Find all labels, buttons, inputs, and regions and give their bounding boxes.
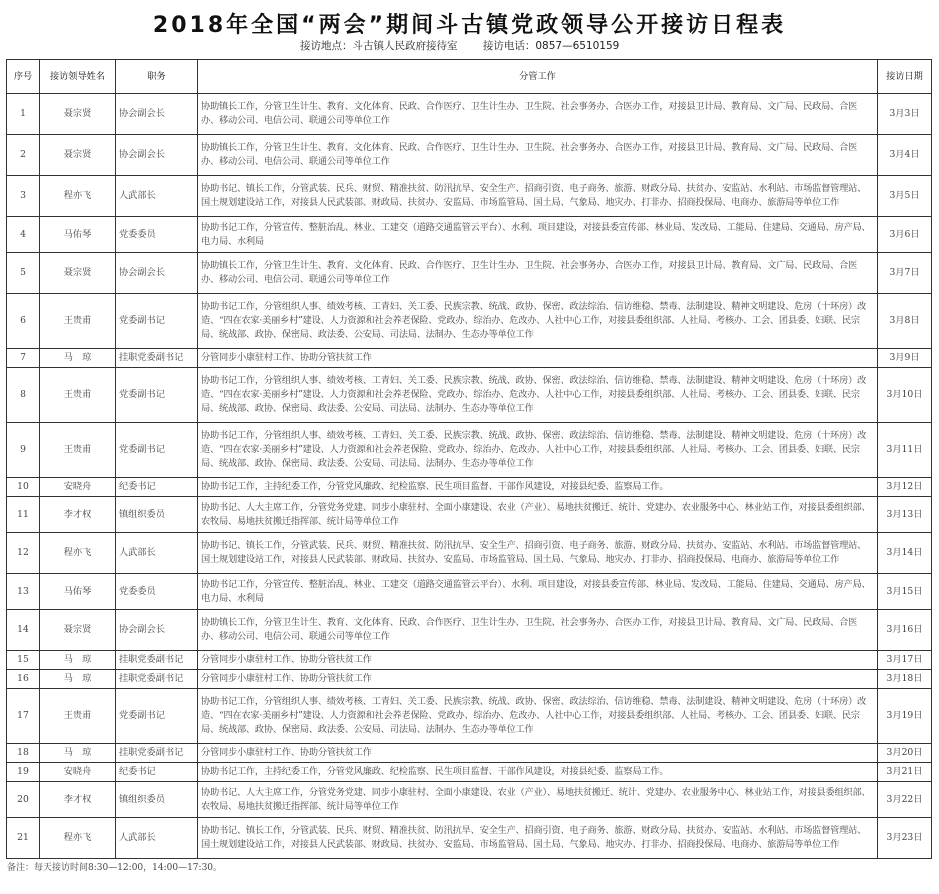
header-no: 序号 xyxy=(7,60,40,94)
leader-position: 党委副书记 xyxy=(116,368,198,423)
leader-position: 党委副书记 xyxy=(116,689,198,744)
leader-name: 马 琼 xyxy=(40,651,116,670)
reception-date: 3月11日 xyxy=(878,423,932,478)
table-row xyxy=(7,574,932,610)
duty-description: 协助书记工作，分管组织人事、绩效考核、工青妇、关工委、民族宗教、统战、政协、保密、政法综治、信访维稳、禁毒、法制建设、精神文明建设、危房（十环房）改造、“四在农家·美丽乡村”建设、人力资源和社会养老保险、党政办、综治办、危改办、人社中心工作，对接县委组织部、人社局、考核办、工会、团县委、妇联、民宗局、统战部、政协、保密局、政法委、公安局、司法局、法制办、生态办等单位工作 xyxy=(198,294,878,349)
header-row xyxy=(7,60,932,94)
reception-date: 3月6日 xyxy=(878,217,932,253)
leader-position: 党委副书记 xyxy=(116,423,198,478)
table-row xyxy=(7,135,932,176)
row-number: 8 xyxy=(7,368,40,423)
duty-description: 分管同步小康驻村工作、协助分管扶贫工作 xyxy=(198,349,878,368)
reception-date: 3月15日 xyxy=(878,574,932,610)
leader-position: 人武部长 xyxy=(116,533,198,574)
row-number: 15 xyxy=(7,651,40,670)
leader-name: 聂宗贤 xyxy=(40,610,116,651)
reception-date: 3月22日 xyxy=(878,782,932,818)
leader-name: 马 琼 xyxy=(40,744,116,763)
table-row xyxy=(7,533,932,574)
leader-name: 王贵甫 xyxy=(40,368,116,423)
row-number: 9 xyxy=(7,423,40,478)
leader-name: 马佑琴 xyxy=(40,217,116,253)
leader-name: 李才权 xyxy=(40,497,116,533)
header-duty: 分管工作 xyxy=(198,60,878,94)
table-row xyxy=(7,176,932,217)
duty-description: 协助镇长工作，分管卫生计生、教育、文化体育、民政、合作医疗、卫生计生办、卫生院、社会事务办、合医办工作，对接县卫计局、教育局、文广局、民政局、合医办、移动公司、电信公司、联通公司等单位工作 xyxy=(198,135,878,176)
leader-position: 挂职党委副书记 xyxy=(116,744,198,763)
table-row xyxy=(7,478,932,497)
reception-date: 3月12日 xyxy=(878,478,932,497)
duty-description: 协助书记工作，主持纪委工作，分管党风廉政、纪检监察、民生项目监督、干部作风建设，对接县纪委、监察局工作。 xyxy=(198,478,878,497)
table-row xyxy=(7,670,932,689)
header-date: 接访日期 xyxy=(878,60,932,94)
table-row xyxy=(7,744,932,763)
leader-position: 协会副会长 xyxy=(116,253,198,294)
leader-position: 挂职党委副书记 xyxy=(116,670,198,689)
duty-description: 分管同步小康驻村工作、协助分管扶贫工作 xyxy=(198,670,878,689)
table-row xyxy=(7,763,932,782)
row-number: 5 xyxy=(7,253,40,294)
header-position: 职务 xyxy=(116,60,198,94)
duty-description: 分管同步小康驻村工作、协助分管扶贫工作 xyxy=(198,651,878,670)
reception-date: 3月10日 xyxy=(878,368,932,423)
table-row xyxy=(7,368,932,423)
duty-description: 协助书记工作，分管宣传、整脏治乱、林业、工建交（道路交通监管云平台）、水利、项目建设，对接县委宣传部、林业局、发改局、工能局、住建局、交通局、房产局、电力局、水利局 xyxy=(198,574,878,610)
reception-date: 3月23日 xyxy=(878,818,932,859)
leader-position: 镇组织委员 xyxy=(116,782,198,818)
duty-description: 分管同步小康驻村工作、协助分管扶贫工作 xyxy=(198,744,878,763)
table-row xyxy=(7,689,932,744)
leader-position: 党委委员 xyxy=(116,574,198,610)
leader-name: 聂宗贤 xyxy=(40,94,116,135)
row-number: 13 xyxy=(7,574,40,610)
leader-position: 人武部长 xyxy=(116,176,198,217)
leader-name: 王贵甫 xyxy=(40,689,116,744)
duty-description: 协助镇长工作，分管卫生计生、教育、文化体育、民政、合作医疗、卫生计生办、卫生院、社会事务办、合医办工作，对接县卫计局、教育局、文广局、民政局、合医办、移动公司、电信公司、联通公司等单位工作 xyxy=(198,610,878,651)
reception-date: 3月9日 xyxy=(878,349,932,368)
row-number: 11 xyxy=(7,497,40,533)
leader-position: 党委委员 xyxy=(116,217,198,253)
leader-name: 马 琼 xyxy=(40,670,116,689)
leader-name: 程亦飞 xyxy=(40,818,116,859)
row-number: 1 xyxy=(7,94,40,135)
reception-date: 3月16日 xyxy=(878,610,932,651)
table-body xyxy=(7,94,932,859)
header-name: 接访领导姓名 xyxy=(40,60,116,94)
leader-position: 挂职党委副书记 xyxy=(116,349,198,368)
leader-position: 纪委书记 xyxy=(116,478,198,497)
duty-description: 协助书记工作，分管组织人事、绩效考核、工青妇、关工委、民族宗教、统战、政协、保密、政法综治、信访维稳、禁毒、法制建设、精神文明建设、危房（十环房）改造、“四在农家·美丽乡村”建设、人力资源和社会养老保险、党政办、综治办、危改办、人社中心工作，对接县委组织部、人社局、考核办、工会、团县委、妇联、民宗局、统战部、政协、保密局、政法委、公安局、司法局、法制办、生态办等单位工作 xyxy=(198,423,878,478)
leader-name: 聂宗贤 xyxy=(40,253,116,294)
row-number: 16 xyxy=(7,670,40,689)
duty-description: 协助书记、镇长工作，分管武装、民兵、财贸、精准扶贫、防汛抗旱、安全生产、招商引资、电子商务、旅游、财政分局、扶贫办、安监站、水利站、市场监督管理站、国土规划建设站工作，对接县人民武装部、财政局、扶贫办、安监局、市场监管局、国土局、气象局、地灾办、打非办、招商投保局、电商办、旅游局等单位工作 xyxy=(198,533,878,574)
leader-position: 党委副书记 xyxy=(116,294,198,349)
table-row xyxy=(7,818,932,859)
duty-description: 协助书记、人大主席工作，分管党务党建、同步小康驻村、全面小康建设、农业（产业）、易地扶贫搬迁、统计、党建办、农业服务中心、林业站工作，对接县委组织部、农牧局、易地扶贫搬迁指挥部、统计局等单位工作 xyxy=(198,497,878,533)
leader-name: 马佑琴 xyxy=(40,574,116,610)
reception-phone: 接访电话：0857—6510159 xyxy=(482,40,620,52)
table-row xyxy=(7,94,932,135)
row-number: 3 xyxy=(7,176,40,217)
table-row xyxy=(7,423,932,478)
duty-description: 协助书记工作，分管组织人事、绩效考核、工青妇、关工委、民族宗教、统战、政协、保密、政法综治、信访维稳、禁毒、法制建设、精神文明建设、危房（十环房）改造、“四在农家·美丽乡村”建设、人力资源和社会养老保险、党政办、综治办、危改办、人社中心工作，对接县委组织部、人社局、考核办、工会、团县委、妇联、民宗局、统战部、政协、保密局、政法委、公安局、司法局、法制办、生态办等单位工作 xyxy=(198,689,878,744)
leader-name: 安晓舟 xyxy=(40,763,116,782)
reception-date: 3月3日 xyxy=(878,94,932,135)
duty-description: 协助书记、镇长工作，分管武装、民兵、财贸、精准扶贫、防汛抗旱、安全生产、招商引资、电子商务、旅游、财政分局、扶贫办、安监站、水利站、市场监督管理站、国土规划建设站工作，对接县人民武装部、财政局、扶贫办、安监局、市场监管局、国土局、气象局、地灾办、打非办、招商投保局、电商办、旅游局等单位工作 xyxy=(198,176,878,217)
leader-name: 聂宗贤 xyxy=(40,135,116,176)
reception-location: 接访地点：斗古镇人民政府接待室 xyxy=(300,40,458,52)
row-number: 12 xyxy=(7,533,40,574)
leader-name: 程亦飞 xyxy=(40,176,116,217)
leader-position: 协会副会长 xyxy=(116,94,198,135)
footnote: 备注：每天接访时间8:30—12:00，14:00—17:30。 xyxy=(7,863,223,873)
table-row xyxy=(7,782,932,818)
leader-position: 纪委书记 xyxy=(116,763,198,782)
leader-name: 王贵甫 xyxy=(40,423,116,478)
leader-name: 马 琼 xyxy=(40,349,116,368)
row-number: 10 xyxy=(7,478,40,497)
reception-date: 3月8日 xyxy=(878,294,932,349)
table-row xyxy=(7,294,932,349)
leader-position: 挂职党委副书记 xyxy=(116,651,198,670)
reception-date: 3月14日 xyxy=(878,533,932,574)
reception-date: 3月5日 xyxy=(878,176,932,217)
leader-name: 程亦飞 xyxy=(40,533,116,574)
duty-description: 协助书记工作，分管宣传、整脏治乱、林业、工建交（道路交通监管云平台）、水利、项目建设，对接县委宣传部、林业局、发改局、工能局、住建局、交通局、房产局、电力局、水利局 xyxy=(198,217,878,253)
duty-description: 协助镇长工作，分管卫生计生、教育、文化体育、民政、合作医疗、卫生计生办、卫生院、社会事务办、合医办工作，对接县卫计局、教育局、文广局、民政局、合医办、移动公司、电信公司、联通公司等单位工作 xyxy=(198,94,878,135)
table-row xyxy=(7,651,932,670)
row-number: 17 xyxy=(7,689,40,744)
duty-description: 协助书记、人大主席工作，分管党务党建、同步小康驻村、全面小康建设、农业（产业）、易地扶贫搬迁、统计、党建办、农业服务中心、林业站工作，对接县委组织部、农牧局、易地扶贫搬迁指挥部、统计局等单位工作 xyxy=(198,782,878,818)
row-number: 4 xyxy=(7,217,40,253)
table-row xyxy=(7,497,932,533)
reception-date: 3月21日 xyxy=(878,763,932,782)
row-number: 20 xyxy=(7,782,40,818)
leader-position: 协会副会长 xyxy=(116,135,198,176)
schedule-table xyxy=(6,59,932,859)
reception-date: 3月19日 xyxy=(878,689,932,744)
reception-date: 3月17日 xyxy=(878,651,932,670)
table-row xyxy=(7,610,932,651)
row-number: 19 xyxy=(7,763,40,782)
document-title: 2018年全国“两会”期间斗古镇党政领导公开接访日程表 xyxy=(152,13,787,38)
reception-date: 3月20日 xyxy=(878,744,932,763)
leader-name: 安晓舟 xyxy=(40,478,116,497)
duty-description: 协助书记工作，分管组织人事、绩效考核、工青妇、关工委、民族宗教、统战、政协、保密、政法综治、信访维稳、禁毒、法制建设、精神文明建设、危房（十环房）改造、“四在农家·美丽乡村”建设、人力资源和社会养老保险、党政办、综治办、危改办、人社中心工作，对接县委组织部、人社局、考核办、工会、团县委、妇联、民宗局、统战部、政协、保密局、政法委、公安局、司法局、法制办、生态办等单位工作 xyxy=(198,368,878,423)
duty-description: 协助书记工作，主持纪委工作，分管党风廉政、纪检监察、民生项目监督、干部作风建设，对接县纪委、监察局工作。 xyxy=(198,763,878,782)
table-row xyxy=(7,349,932,368)
leader-position: 人武部长 xyxy=(116,818,198,859)
leader-name: 李才权 xyxy=(40,782,116,818)
table-row xyxy=(7,217,932,253)
reception-date: 3月13日 xyxy=(878,497,932,533)
row-number: 21 xyxy=(7,818,40,859)
reception-date: 3月7日 xyxy=(878,253,932,294)
duty-description: 协助镇长工作，分管卫生计生、教育、文化体育、民政、合作医疗、卫生计生办、卫生院、社会事务办、合医办工作，对接县卫计局、教育局、文广局、民政局、合医办、移动公司、电信公司、联通公司等单位工作 xyxy=(198,253,878,294)
leader-name: 王贵甫 xyxy=(40,294,116,349)
row-number: 6 xyxy=(7,294,40,349)
reception-date: 3月18日 xyxy=(878,670,932,689)
leader-position: 镇组织委员 xyxy=(116,497,198,533)
row-number: 2 xyxy=(7,135,40,176)
table-row xyxy=(7,253,932,294)
row-number: 7 xyxy=(7,349,40,368)
contact-line xyxy=(300,38,720,53)
row-number: 14 xyxy=(7,610,40,651)
reception-date: 3月4日 xyxy=(878,135,932,176)
duty-description: 协助书记、镇长工作，分管武装、民兵、财贸、精准扶贫、防汛抗旱、安全生产、招商引资、电子商务、旅游、财政分局、扶贫办、安监站、水利站、市场监督管理站、国土规划建设站工作，对接县人民武装部、财政局、扶贫办、安监局、市场监管局、国土局、气象局、地灾办、打非办、招商投保局、电商办、旅游局等单位工作 xyxy=(198,818,878,859)
row-number: 18 xyxy=(7,744,40,763)
leader-position: 协会副会长 xyxy=(116,610,198,651)
